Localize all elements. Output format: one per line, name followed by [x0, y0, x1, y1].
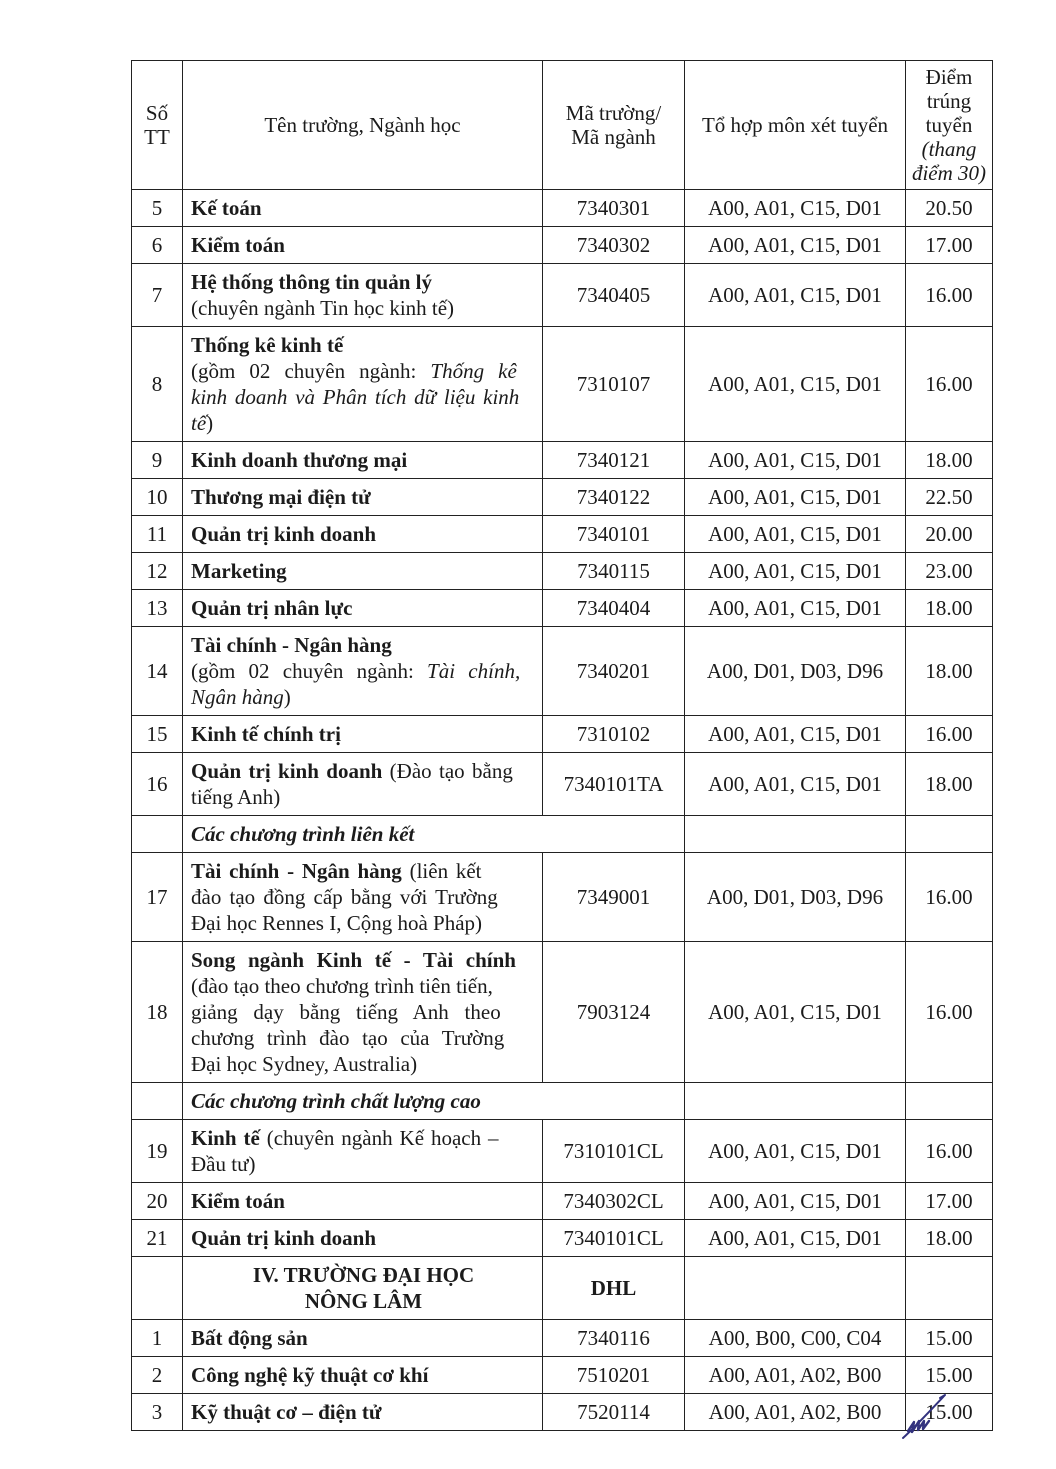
program-name: Kế toán — [183, 190, 543, 227]
program-code: 7340122 — [543, 479, 685, 516]
row-number: 15 — [132, 716, 183, 753]
subject-combination: A00, A01, A02, B00 — [685, 1357, 906, 1394]
section-row — [132, 1083, 993, 1120]
subject-combination: A00, A01, C15, D01 — [685, 516, 906, 553]
row-number: 3 — [132, 1394, 183, 1431]
admission-score: 16.00 — [906, 716, 993, 753]
subject-combination — [685, 1257, 906, 1320]
header-school-major: Tên trường, Ngành học — [183, 61, 543, 190]
admission-score: 16.00 — [906, 942, 993, 1083]
table-row — [132, 264, 993, 327]
subject-combination: A00, A01, C15, D01 — [685, 264, 906, 327]
admission-score: 23.00 — [906, 553, 993, 590]
table-row — [132, 1320, 993, 1357]
subject-combination: A00, A01, C15, D01 — [685, 327, 906, 442]
row-number: 14 — [132, 627, 183, 716]
admission-scores-table — [131, 60, 993, 1431]
row-number — [132, 1083, 183, 1120]
row-number: 20 — [132, 1183, 183, 1220]
subject-combination: A00, A01, C15, D01 — [685, 590, 906, 627]
program-code: 7340116 — [543, 1320, 685, 1357]
program-name: Thống kê kinh tế (gồm 02 chuyên ngành: Thống kê kinh doanh và Phân tích dữ liệu kinh tế) — [183, 327, 543, 442]
admission-score: 17.00 — [906, 1183, 993, 1220]
row-number: 5 — [132, 190, 183, 227]
admission-score: 16.00 — [906, 1120, 993, 1183]
admission-score: 15.00 — [906, 1394, 993, 1431]
row-number: 2 — [132, 1357, 183, 1394]
admission-score: 18.00 — [906, 590, 993, 627]
signature-mark — [898, 1386, 954, 1442]
row-number: 19 — [132, 1120, 183, 1183]
header-code-line2: Mã ngành — [571, 125, 656, 149]
program-name: Quản trị nhân lực — [183, 590, 543, 627]
program-name: Tài chính - Ngân hàng (gồm 02 chuyên ngành: Tài chính, Ngân hàng) — [183, 627, 543, 716]
table-row — [132, 1120, 993, 1183]
row-number: 18 — [132, 942, 183, 1083]
program-name: Hệ thống thông tin quản lý (chuyên ngành Tin học kinh tế) — [183, 264, 543, 327]
subject-combination: A00, A01, C15, D01 — [685, 753, 906, 816]
admission-score — [906, 1083, 993, 1120]
subject-combination: A00, D01, D03, D96 — [685, 853, 906, 942]
subject-combination: A00, A01, C15, D01 — [685, 479, 906, 516]
row-number: 12 — [132, 553, 183, 590]
section-row — [132, 816, 993, 853]
table-row — [132, 553, 993, 590]
program-code: 7340115 — [543, 553, 685, 590]
admission-score: 20.00 — [906, 516, 993, 553]
program-name: Kinh doanh thương mại — [183, 442, 543, 479]
subject-combination: A00, B00, C00, C04 — [685, 1320, 906, 1357]
row-number: 8 — [132, 327, 183, 442]
program-name: Tài chính - Ngân hàng (liên kết đào tạo đồng cấp bằng với Trường Đại học Rennes I, Cộng hoà Pháp) — [183, 853, 543, 942]
program-code: 7510201 — [543, 1357, 685, 1394]
table-row — [132, 190, 993, 227]
program-name: Kỹ thuật cơ – điện tử — [183, 1394, 543, 1431]
program-name: Công nghệ kỹ thuật cơ khí — [183, 1357, 543, 1394]
row-number — [132, 1257, 183, 1320]
subject-combination: A00, A01, C15, D01 — [685, 716, 906, 753]
program-code: 7340405 — [543, 264, 685, 327]
program-code: 7340302 — [543, 227, 685, 264]
table-row — [132, 590, 993, 627]
subject-combination: A00, D01, D03, D96 — [685, 627, 906, 716]
program-code: 7340301 — [543, 190, 685, 227]
program-code: 7340302CL — [543, 1183, 685, 1220]
program-code: 7310102 — [543, 716, 685, 753]
program-code: 7340121 — [543, 442, 685, 479]
program-name: Quản trị kinh doanh (Đào tạo bằng tiếng Anh) — [183, 753, 543, 816]
program-code: 7903124 — [543, 942, 685, 1083]
row-number: 21 — [132, 1220, 183, 1257]
header-admission-score-main: Điểm trúng tuyển — [925, 65, 973, 137]
program-code: 7340101TA — [543, 753, 685, 816]
program-code: DHL — [543, 1257, 685, 1320]
row-number: 17 — [132, 853, 183, 942]
subject-combination — [685, 1083, 906, 1120]
table-row — [132, 753, 993, 816]
school-row — [132, 1257, 993, 1320]
program-name: Kinh tế chính trị — [183, 716, 543, 753]
table-row — [132, 227, 993, 264]
program-name: Bất động sản — [183, 1320, 543, 1357]
table-row — [132, 327, 993, 442]
row-number: 1 — [132, 1320, 183, 1357]
program-name: Các chương trình liên kết — [183, 816, 685, 853]
table-row — [132, 942, 993, 1083]
program-code: 7340101 — [543, 516, 685, 553]
header-code — [543, 61, 685, 190]
row-number: 9 — [132, 442, 183, 479]
program-name: Marketing — [183, 553, 543, 590]
row-number: 7 — [132, 264, 183, 327]
table-row — [132, 1220, 993, 1257]
admission-score — [906, 1257, 993, 1320]
admission-score: 18.00 — [906, 1220, 993, 1257]
program-name: Quản trị kinh doanh — [183, 516, 543, 553]
subject-combination: A00, A01, C15, D01 — [685, 442, 906, 479]
subject-combination: A00, A01, C15, D01 — [685, 1120, 906, 1183]
header-code-line1: Mã trường/ — [565, 101, 662, 125]
program-code: 7349001 — [543, 853, 685, 942]
signature-strokes — [903, 1395, 945, 1438]
admission-score: 15.00 — [906, 1357, 993, 1394]
subject-combination: A00, A01, C15, D01 — [685, 1183, 906, 1220]
header-admission-score-note: (thang điểm 30) — [911, 137, 987, 185]
admission-score: 18.00 — [906, 753, 993, 816]
program-name: IV. TRƯỜNG ĐẠI HỌC NÔNG LÂM — [183, 1257, 543, 1320]
program-code: 7310101CL — [543, 1120, 685, 1183]
subject-combination: A00, A01, A02, B00 — [685, 1394, 906, 1431]
row-number — [132, 816, 183, 853]
program-name: Thương mại điện tử — [183, 479, 543, 516]
table-body — [132, 190, 993, 1431]
program-code: 7520114 — [543, 1394, 685, 1431]
subject-combination — [685, 816, 906, 853]
row-number: 11 — [132, 516, 183, 553]
table-row — [132, 627, 993, 716]
subject-combination: A00, A01, C15, D01 — [685, 553, 906, 590]
program-name: Kiểm toán — [183, 1183, 543, 1220]
admission-score: 16.00 — [906, 327, 993, 442]
program-name: Các chương trình chất lượng cao — [183, 1083, 685, 1120]
program-code: 7310107 — [543, 327, 685, 442]
program-code: 7340404 — [543, 590, 685, 627]
table-row — [132, 716, 993, 753]
table-header-row — [132, 61, 993, 190]
table-row — [132, 1183, 993, 1220]
row-number: 13 — [132, 590, 183, 627]
table-row — [132, 516, 993, 553]
program-code: 7340101CL — [543, 1220, 685, 1257]
table-row — [132, 853, 993, 942]
program-name: Quản trị kinh doanh — [183, 1220, 543, 1257]
admission-score: 15.00 — [906, 1320, 993, 1357]
admission-score: 18.00 — [906, 627, 993, 716]
admission-score: 22.50 — [906, 479, 993, 516]
row-number: 16 — [132, 753, 183, 816]
table-row — [132, 1394, 993, 1431]
admission-score: 16.00 — [906, 853, 993, 942]
table-row — [132, 1357, 993, 1394]
subject-combination: A00, A01, C15, D01 — [685, 190, 906, 227]
admission-score: 18.00 — [906, 442, 993, 479]
program-name: Kiểm toán — [183, 227, 543, 264]
admission-score: 17.00 — [906, 227, 993, 264]
row-number: 10 — [132, 479, 183, 516]
program-code: 7340201 — [543, 627, 685, 716]
admission-score: 20.50 — [906, 190, 993, 227]
header-subject-combination: Tổ hợp môn xét tuyển — [685, 61, 906, 190]
row-number: 6 — [132, 227, 183, 264]
program-name: Song ngành Kinh tế - Tài chính (đào tạo theo chương trình tiên tiến, giảng dạy bằng tiếng Anh theo chương trình đào tạo của Trường Đại học Sydney, Australia) — [183, 942, 543, 1083]
admission-score: 16.00 — [906, 264, 993, 327]
header-stt: Số TT — [132, 61, 183, 190]
subject-combination: A00, A01, C15, D01 — [685, 227, 906, 264]
program-name: Kinh tế (chuyên ngành Kế hoạch – Đầu tư) — [183, 1120, 543, 1183]
subject-combination: A00, A01, C15, D01 — [685, 942, 906, 1083]
subject-combination: A00, A01, C15, D01 — [685, 1220, 906, 1257]
table-row — [132, 442, 993, 479]
header-admission-score — [906, 61, 993, 190]
admission-score — [906, 816, 993, 853]
table-row — [132, 479, 993, 516]
